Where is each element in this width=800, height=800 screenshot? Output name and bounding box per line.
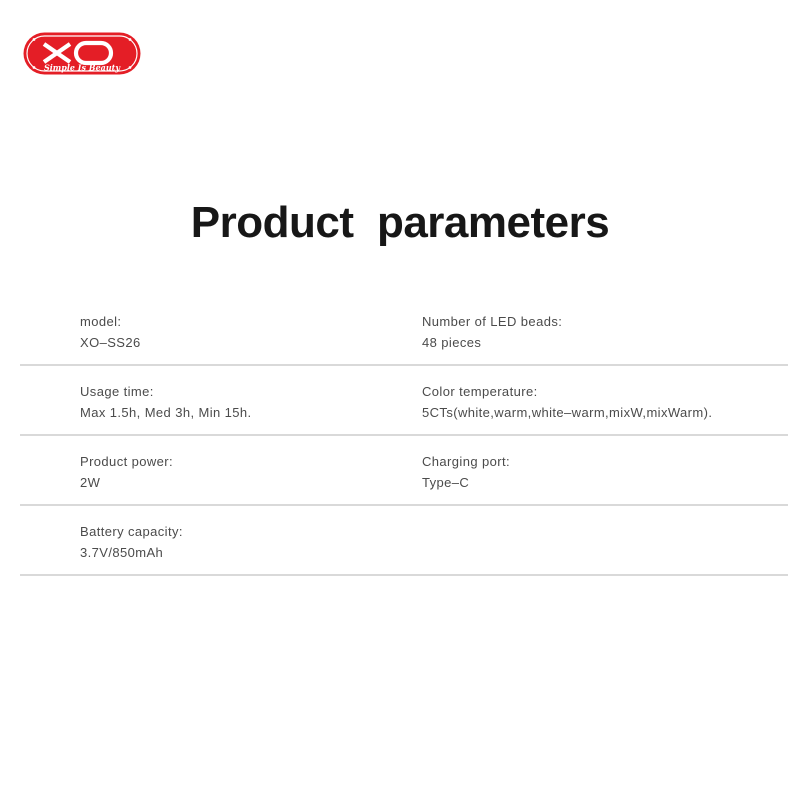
table-row	[20, 296, 788, 366]
spec-value: 48 pieces	[422, 335, 482, 350]
spec-value: Max 1.5h, Med 3h, Min 15h.	[80, 405, 252, 420]
logo-dot-top-left	[33, 38, 36, 41]
spec-label: Usage time:	[80, 384, 154, 399]
table-row	[20, 366, 788, 436]
spec-value: Type–C	[422, 475, 470, 490]
logo-slogan: Simple Is Beauty	[43, 62, 121, 73]
spec-value: 3.7V/850mAh	[80, 545, 164, 560]
logo-dot-bottom-right	[129, 66, 132, 69]
spec-value: 5CTs(white,warm,white–warm,mixW,mixWarm).	[422, 405, 713, 420]
spec-value: XO–SS26	[80, 335, 141, 350]
spec-usage-time	[20, 366, 422, 434]
spec-label: Battery capacity:	[80, 524, 183, 539]
spec-label: Charging port:	[422, 454, 510, 469]
spec-label: model:	[80, 314, 122, 329]
spec-product-power	[20, 436, 422, 504]
spec-value: 2W	[80, 475, 101, 490]
product-parameters-table	[20, 296, 788, 576]
spec-led-beads	[422, 296, 788, 364]
spec-label: Product power:	[80, 454, 174, 469]
spec-model	[20, 296, 422, 364]
table-row	[20, 506, 788, 576]
page-title: Product parameters	[190, 198, 610, 248]
spec-charging-port	[422, 436, 788, 504]
spec-empty-cell	[422, 506, 788, 574]
spec-color-temperature	[422, 366, 788, 434]
spec-battery-capacity	[20, 506, 422, 574]
xo-logo-graphic	[23, 32, 141, 75]
spec-label: Number of LED beads:	[422, 314, 563, 329]
logo-dot-top-right	[129, 38, 132, 41]
table-row	[20, 436, 788, 506]
xo-brand-logo	[23, 32, 141, 75]
spec-label: Color temperature:	[422, 384, 538, 399]
logo-dot-bottom-left	[33, 66, 36, 69]
